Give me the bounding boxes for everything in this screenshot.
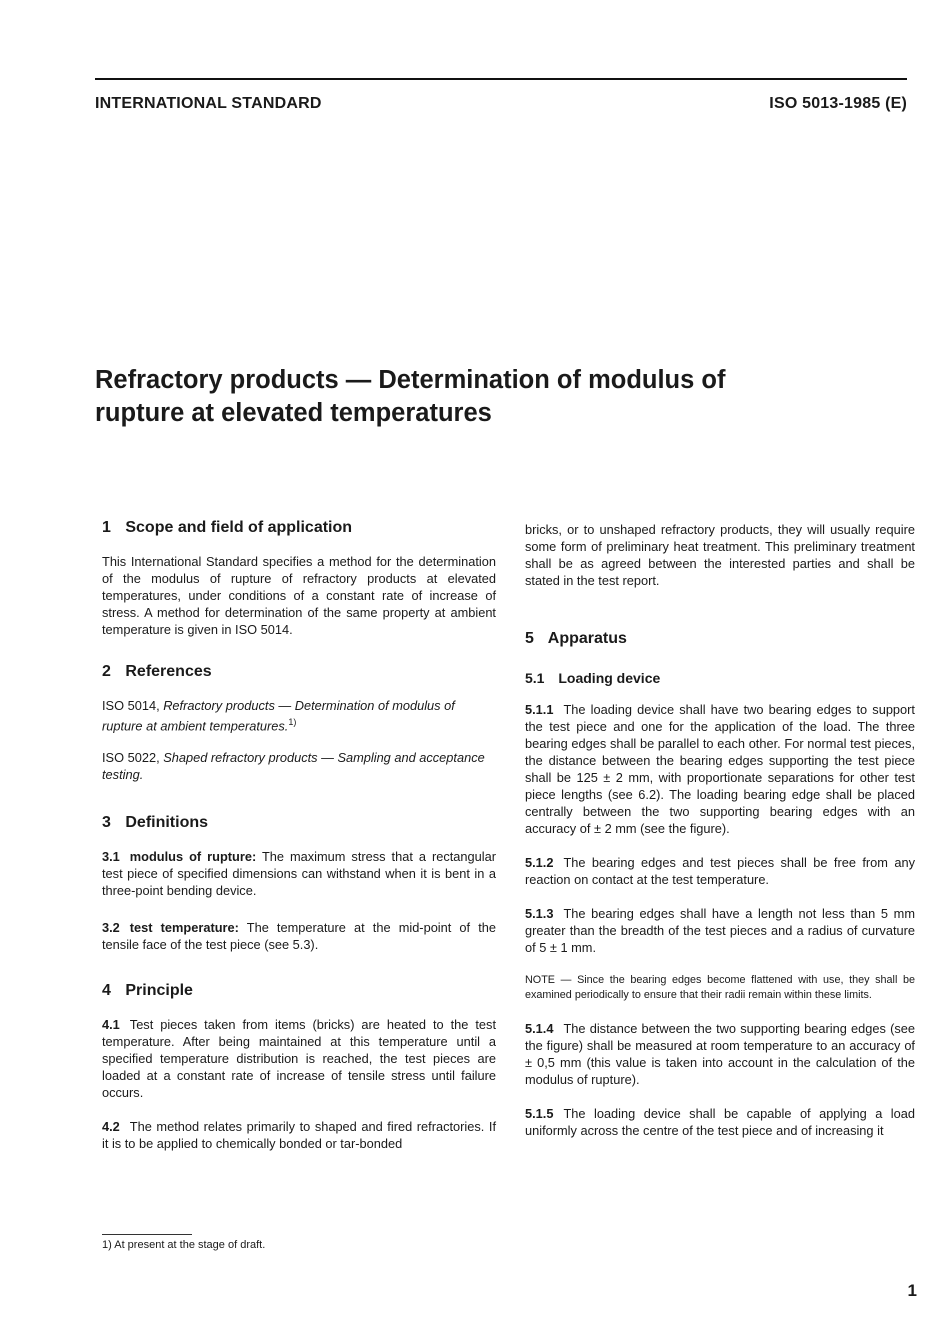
clause-number: 3.2 [102,920,120,936]
defined-term: test temperature: [129,920,239,936]
note: NOTE — Since the bearing edges become flattened with use, they shall be examined periodically to ensure that their radii remain within these limits. [525,974,915,1001]
section-5-heading [525,629,915,649]
section-1-text: This International Standard specifies a method for the determination of the modulus of rupture of refractory products at elevated temperatures, under conditions of a constant rate of increase of stress. A method for determination of the same property at ambient temperature is given in ISO 5014. [102,554,496,637]
clause-text: The bearing edges shall have a length not less than 5 mm greater than the breadth of the test pieces and a radius of curvature of 5 ± 1 mm. [525,906,915,955]
section-number: 5 [525,630,534,647]
definition-text: The maximum stress that a rectangular test piece of specified dimensions can withstand when it is bent in a three-point bending device. [102,849,496,899]
clause-number: 3.1 [102,849,120,865]
clause-5-1-3 [525,905,915,956]
document-title [95,364,885,430]
clause-text: The loading device shall have two bearing edges to support the test piece and one for the application of the load. The three bearing edges shall be parallel to each other. For normal test pieces, the distance between the bearing edges supporting the test piece shall be 125 ± 2 mm, with proportionate separations for other test piece lengths (see 6.2). The loading bearing edge shall be placed centrally between the two supporting bearing edges with an accuracy of ± 2 mm (see the figure). [525,702,915,836]
clause-5-1-1 [525,701,915,837]
subsection-5-1-heading [525,669,915,687]
reference-code: ISO 5022, [102,750,160,766]
header-rule [95,78,907,80]
header-standard-number: ISO 5013-1985 (E) [769,95,907,112]
section-title: References [125,663,212,680]
header-standard-type: INTERNATIONAL STANDARD [95,95,322,112]
reference-title: Refractory products — Determination of modulus of rupture at ambient temperatures. [102,698,455,734]
section-2-heading [102,662,496,682]
section-title: Scope and field of application [125,519,353,536]
right-column [525,521,915,1139]
section-number: 3 [102,814,111,832]
footnote: 1) At present at the stage of draft. [102,1239,266,1251]
clause-text: The loading device shall be capable of applying a load uniformly across the centre of the test piece and of increasing it [525,1106,915,1138]
section-number: 4 [102,982,111,1000]
clause-number: 4.1 [102,1017,120,1033]
reference-code: ISO 5014, [102,698,160,713]
section-1-heading [102,518,496,538]
definition-text: The temperature at the mid-point of the tensile face of the test piece (see 5.3). [102,920,496,953]
clause-4-1 [102,1016,496,1101]
clause-number: 5.1.2 [525,855,554,870]
section-number: 1 [102,519,111,536]
clause-number: 5.1.3 [525,906,554,921]
subsection-title: Loading device [558,670,661,686]
section-4-heading [102,981,496,1001]
footnote-marker: 1) [288,717,297,727]
left-column [102,518,496,1152]
title-line-1: Refractory products — Determination of modulus of [95,366,726,394]
clause-text: The distance between the two supporting bearing edges (see the figure) shall be measured at room temperature to an accuracy of ± 0,5 mm (this value is taken into account in the calculation of the modulus of rupture). [525,1021,915,1087]
defined-term: modulus of rupture: [129,849,257,865]
clause-number: 4.2 [102,1119,120,1135]
clause-number: 5.1.4 [525,1021,554,1036]
definition-3-2 [102,919,496,953]
subsection-number: 5.1 [525,670,545,686]
clause-5-1-2 [525,854,915,888]
footnote-rule [102,1234,192,1235]
section-number: 2 [102,663,111,680]
reference-1 [102,697,496,734]
clause-5-1-5 [525,1105,915,1139]
clause-4-2-continued: bricks, or to unshaped refractory products, they will usually require some form of preliminary heat treatment. This preliminary treatment shall be as agreed between the interested parties and shall be stated in the test report. [525,522,915,588]
clause-text: The method relates primarily to shaped and fired refractories. If it is to be applied to chemically bonded or tar-bonded [102,1119,496,1152]
clause-5-1-4 [525,1020,915,1088]
section-title: Definitions [125,814,209,832]
clause-number: 5.1.1 [525,702,554,717]
clause-4-2 [102,1118,496,1152]
clause-number: 5.1.5 [525,1106,554,1121]
definition-3-1 [102,848,496,899]
page-number: 1 [907,1281,917,1300]
clause-text: Test pieces taken from items (bricks) are heated to the test temperature. After being maintained at this temperature until a specified temperature distribution is reached, the test pieces are loaded at a constant rate of increase of tensile stress until failure occurs. [102,1017,496,1101]
clause-text: The bearing edges and test pieces shall be free from any reaction on contact at the test temperature. [525,855,915,887]
section-title: Principle [125,982,193,1000]
section-3-heading [102,813,496,833]
title-line-2: rupture at elevated temperatures [95,399,492,427]
reference-2 [102,749,496,783]
section-title: Apparatus [547,630,627,647]
reference-title: Shaped refractory products — Sampling and acceptance testing. [102,750,485,783]
